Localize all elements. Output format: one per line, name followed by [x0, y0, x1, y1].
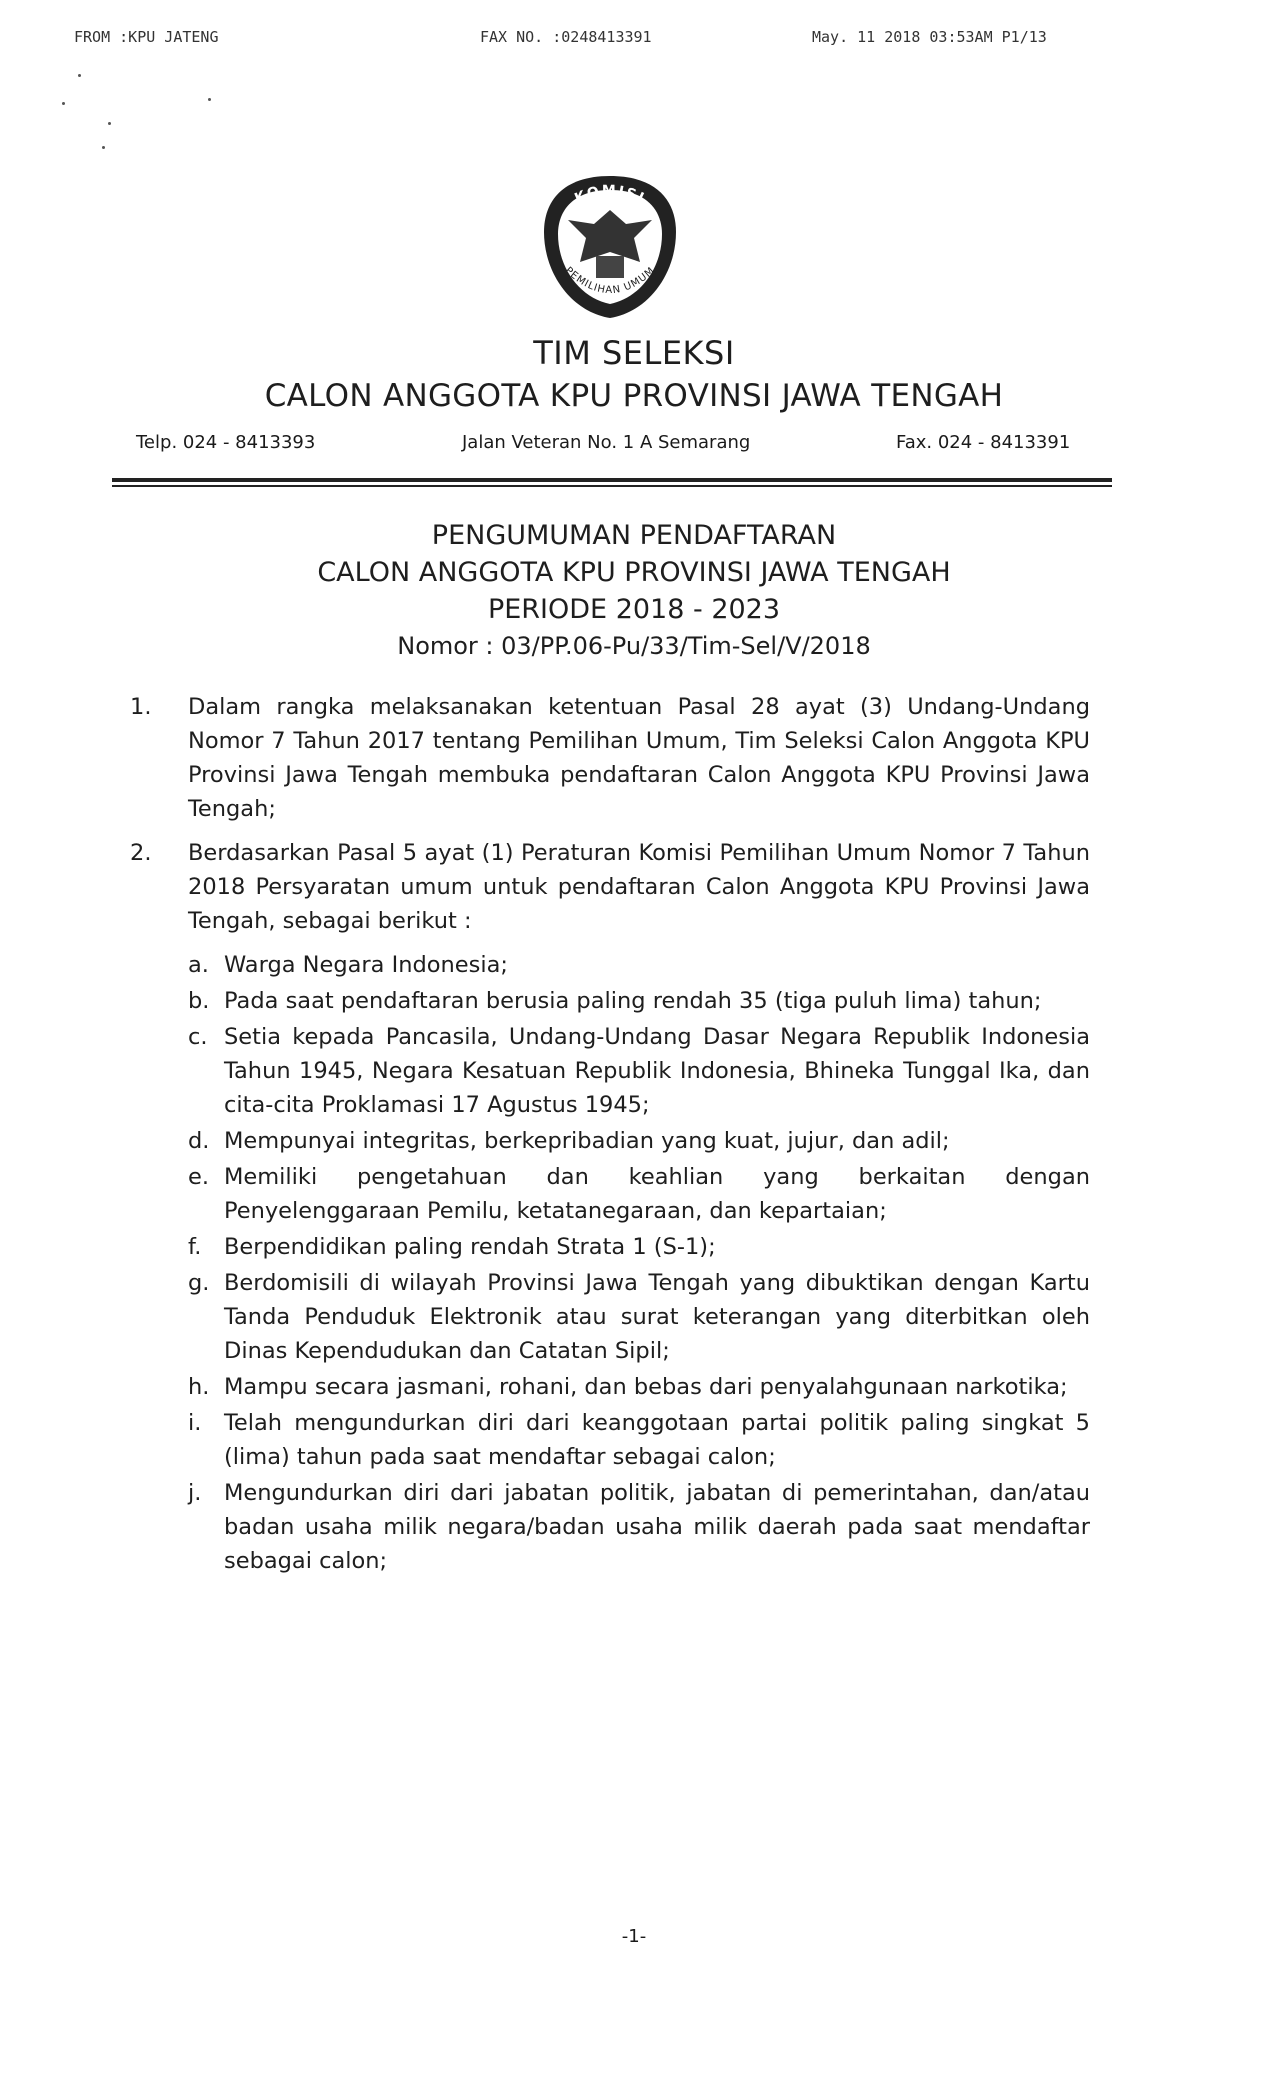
- requirement-text: Berpendidikan paling rendah Strata 1 (S-1);: [224, 1234, 716, 1260]
- requirement-letter: c.: [188, 1024, 208, 1050]
- contact-line: [0, 432, 1268, 458]
- requirement-text: Mengundurkan diri dari jabatan politik, jabatan di pemerintahan, dan/atau badan usaha milik negara/badan usaha milik daerah pada saat mendaftar sebagai calon;: [224, 1480, 1090, 1574]
- requirement-letter: j.: [188, 1480, 202, 1506]
- document-body: [130, 690, 1090, 1580]
- requirement-item: [188, 1160, 1090, 1228]
- announcement-subject: CALON ANGGOTA KPU PROVINSI JAWA TENGAH: [317, 557, 951, 588]
- requirement-item: [188, 1406, 1090, 1474]
- item-text: Berdasarkan Pasal 5 ayat (1) Peraturan Komisi Pemilihan Umum Nomor 7 Tahun 2018 Persyaratan umum untuk pendaftaran Calon Anggota KPU Provinsi Jawa Tengah, sebagai berikut :: [188, 840, 1090, 934]
- requirements-list: [188, 948, 1090, 1578]
- header-rule: [112, 478, 1112, 482]
- requirement-text: Mempunyai integritas, berkepribadian yang kuat, jujur, dan adil;: [224, 1128, 950, 1154]
- requirement-text: Berdomisili di wilayah Provinsi Jawa Tengah yang dibuktikan dengan Kartu Tanda Penduduk Elektronik atau surat keterangan yang diterbitkan oleh Dinas Kependudukan dan Catatan Sipil;: [224, 1270, 1090, 1364]
- requirement-text: Warga Negara Indonesia;: [224, 952, 508, 978]
- item-text: Dalam rangka melaksanakan ketentuan Pasal 28 ayat (3) Undang-Undang Nomor 7 Tahun 2017 tentang Pemilihan Umum, Tim Seleksi Calon Anggota KPU Provinsi Jawa Tengah membuka pendaftaran Calon Anggota KPU Provinsi Jawa Tengah;: [188, 694, 1090, 822]
- list-item: [130, 690, 1090, 826]
- requirement-text: Memiliki pengetahuan dan keahlian yang berkaitan dengan Penyelenggaraan Pemilu, ketatanegaraan, dan kepartaian;: [224, 1164, 1090, 1224]
- requirement-letter: h.: [188, 1374, 210, 1400]
- fax-date: May. 11 2018 03:53AM P1/13: [812, 28, 1047, 46]
- announcement-period: PERIODE 2018 - 2023: [487, 594, 781, 625]
- requirement-text: Mampu secara jasmani, rohani, dan bebas dari penyalahgunaan narkotika;: [224, 1374, 1068, 1400]
- requirement-letter: d.: [188, 1128, 210, 1154]
- fax-from: FROM :KPU JATENG: [74, 28, 219, 46]
- item-number: 2.: [130, 840, 152, 866]
- requirement-item: [188, 1230, 1090, 1264]
- requirement-letter: a.: [188, 952, 209, 978]
- address: Jalan Veteran No. 1 A Semarang: [462, 432, 751, 453]
- requirement-text: Setia kepada Pancasila, Undang-Undang Dasar Negara Republik Indonesia Tahun 1945, Negara Kesatuan Republik Indonesia, Bhineka Tunggal Ika, dan cita-cita Proklamasi 17 Agustus 1945;: [224, 1024, 1090, 1118]
- requirement-text: Pada saat pendaftaran berusia paling rendah 35 (tiga puluh lima) tahun;: [224, 988, 1042, 1014]
- requirement-letter: i.: [188, 1410, 202, 1436]
- page-number: -1-: [621, 1926, 647, 1947]
- svg-text:KOMISI: KOMISI: [572, 182, 648, 208]
- item-number: 1.: [130, 694, 152, 720]
- requirement-item: [188, 1124, 1090, 1158]
- fax-header: [0, 28, 1268, 52]
- announcement-number: Nomor : 03/PP.06-Pu/33/Tim-Sel/V/2018: [397, 632, 871, 660]
- requirement-letter: f.: [188, 1234, 202, 1260]
- requirement-item: [188, 948, 1090, 982]
- requirement-text: Telah mengundurkan diri dari keanggotaan partai politik paling singkat 5 (lima) tahun pada saat mendaftar sebagai calon;: [224, 1410, 1090, 1470]
- requirement-letter: e.: [188, 1164, 209, 1190]
- kpu-logo: [540, 172, 680, 322]
- svg-text:PEMILIHAN UMUM: PEMILIHAN UMUM: [562, 265, 658, 297]
- list-item: [130, 836, 1090, 938]
- requirement-item: [188, 1020, 1090, 1122]
- requirement-letter: b.: [188, 988, 210, 1014]
- fax-number-header: Fax. 024 - 8413391: [896, 432, 1071, 453]
- requirement-item: [188, 1370, 1090, 1404]
- requirement-letter: g.: [188, 1270, 210, 1296]
- announcement-title: PENGUMUMAN PENDAFTARAN: [431, 520, 837, 551]
- fax-number: FAX NO. :0248413391: [480, 28, 652, 46]
- committee-title: TIM SELEKSI: [533, 334, 735, 372]
- requirement-item: [188, 984, 1090, 1018]
- requirement-item: [188, 1476, 1090, 1578]
- telephone: Telp. 024 - 8413393: [136, 432, 316, 453]
- header-rule-thin: [112, 485, 1112, 487]
- committee-subtitle: CALON ANGGOTA KPU PROVINSI JAWA TENGAH: [264, 378, 1004, 414]
- requirement-item: [188, 1266, 1090, 1368]
